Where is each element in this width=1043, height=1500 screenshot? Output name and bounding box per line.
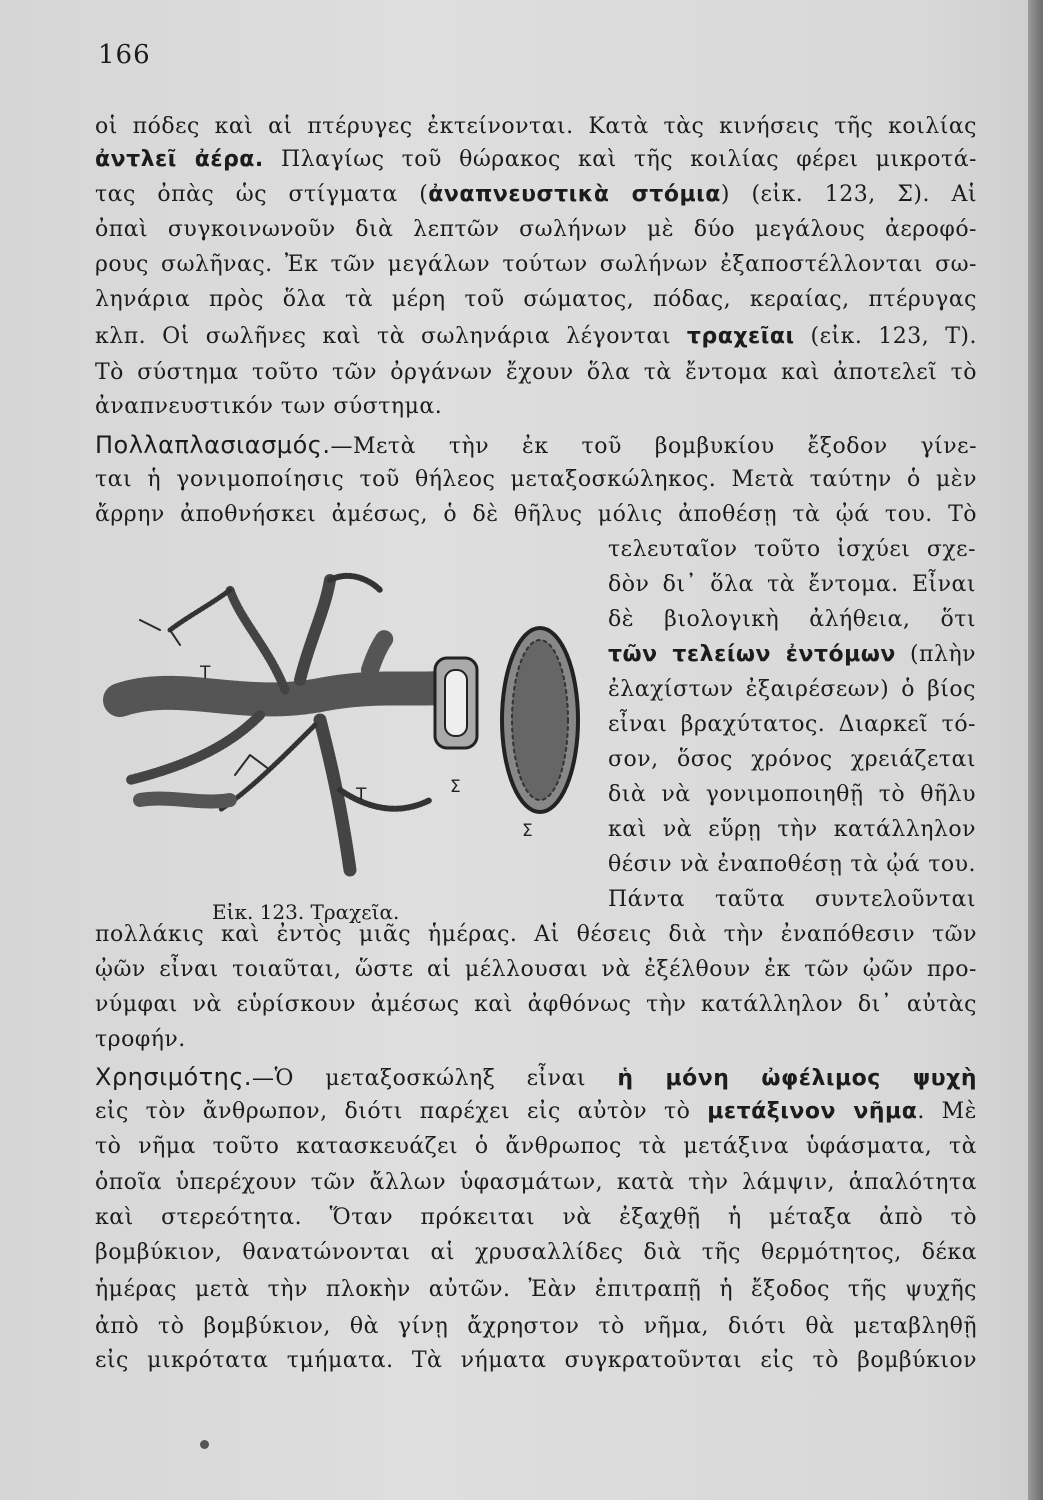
text-line: πολλάκις καὶ ἐντὸς μιᾶς ἡμέρας. Αἱ θέσεις διὰ τὴν ἐναπόθεσιν τῶν [95,922,977,947]
text-line: ἐλαχίστων ἐξαιρέσεων) ὁ βίος [608,677,976,702]
text-line: ται ἡ γονιμοποίησις τοῦ θήλεος μεταξοσκώληκος. Μετὰ ταύτην ὁ μὲν [95,467,977,492]
text-line: εἰς μικρότατα τμήματα. Τὰ νήματα συγκρατοῦνται εἰς τὸ βομβύκιον [95,1348,977,1373]
text-line: δὸν δι᾽ ὅλα τὰ ἔντομα. Εἶναι [608,572,976,597]
figure-caption: Εἰκ. 123. Τραχεῖα. [212,900,400,924]
label-t-1: Τ [200,663,211,683]
text-line: διὰ νὰ γονιμοποιηθῇ τὸ θῆλυ [608,782,976,807]
text-line: οἱ πόδες καὶ αἱ πτέρυγες ἐκτείνονται. Κατὰ τὰς κινήσεις τῆς κοιλίας [95,114,977,139]
text-line: νύμφαι νὰ εὑρίσκουν ἀμέσως καὶ ἀφθόνως τὴν κατάλληλον δι᾽ αὐτὰς [95,992,977,1017]
text-line: καὶ στερεότητα. Ὅταν πρόκειται νὰ ἐξαχθῇ ἡ μέταξα ἀπὸ τὸ [95,1205,977,1230]
text-line: δὲ βιολογικὴ ἀλήθεια, ὅτι [608,607,976,632]
page-number: 166 [98,40,151,70]
text-line: ἀπὸ τὸ βομβύκιον, θὰ γίνῃ ἄχρηστον τὸ νῆμα, διότι θὰ μεταβληθῇ [95,1314,977,1339]
text-line: ρους σωλῆνας. Ἐκ τῶν μεγάλων τούτων σωλήνων ἐξαποστέλλονται σω- [95,252,977,277]
text-line: τὸ νῆμα τοῦτο κατασκευάζει ὁ ἄνθρωπος τὰ μετάξινα ὑφάσματα, τὰ [95,1134,977,1159]
text-line: κλπ. Οἱ σωλῆνες καὶ τὰ σωληνάρια λέγονται τραχεῖαι (εἰκ. 123, Τ). [95,324,977,349]
text-line: τελευταῖον τοῦτο ἰσχύει σχε- [608,537,976,562]
text-line: ἀναπνευστικόν των σύστημα. [95,394,443,419]
text-line: εἶναι βραχύτατος. Διαρκεῖ τό- [608,712,976,737]
text-line: Τὸ σύστημα τοῦτο τῶν ὀργάνων ἔχουν ὅλα τὰ ἔντομα καὶ ἀποτελεῖ τὸ [95,360,977,385]
text-line: Χρησιμότης.—Ὁ μεταξοσκώληξ εἶναι ἡ μόνη ὠφέλιμος ψυχὴ [95,1063,977,1091]
trachea-illustration [100,560,590,930]
page-edge [1028,0,1043,1500]
text-line: βομβύκιον, θανατώνονται αἱ χρυσαλλίδες διὰ τῆς θερμότητος, δέκα [95,1240,977,1265]
text-line: ᾠῶν εἶναι τοιαῦται, ὥστε αἱ μέλλουσαι νὰ ἐξέλθουν ἐκ τῶν ᾠῶν προ- [95,957,977,982]
label-t-2: Τ [356,785,367,805]
text-line: τροφήν. [95,1027,186,1052]
text-line: ἄρρην ἀποθνήσκει ἀμέσως, ὁ δὲ θῆλυς μόλις ἀποθέσῃ τὰ ᾠά του. Τὸ [95,502,977,527]
text-line: ἀντλεῖ ἀέρα. Πλαγίως τοῦ θώρακος καὶ τῆς κοιλίας φέρει μικροτά- [95,147,977,172]
text-line: καὶ νὰ εὕρῃ τὴν κατάλληλον [608,817,976,842]
text-line: εἰς τὸν ἄνθρωπον, διότι παρέχει εἰς αὐτὸν τὸ μετάξινον νῆμα. Μὲ [95,1099,977,1124]
text-line: θέσιν νὰ ἐναποθέσῃ τὰ ᾠά του. [608,852,976,877]
ink-spot [200,1440,209,1449]
text-line: Πολλαπλασιασμός.—Μετὰ τὴν ἐκ τοῦ βομβυκίου ἔξοδον γίνε- [95,431,977,459]
text-line: ὁποῖα ὑπερέχουν τῶν ἄλλων ὑφασμάτων, κατὰ τὴν λάμψιν, ἁπαλότητα [95,1170,977,1195]
text-line: ληνάρια πρὸς ὅλα τὰ μέρη τοῦ σώματος, πόδας, κεραίας, πτέρυγας [95,287,977,312]
text-line: τας ὀπὰς ὡς στίγματα (ἀναπνευστικὰ στόμια) (εἰκ. 123, Σ). Αἱ [95,182,977,207]
text-line: ὀπαὶ συγκοινωνοῦν διὰ λεπτῶν σωλήνων μὲ δύο μεγάλους ἀεροφό- [95,217,977,242]
label-s-2: Σ [522,821,533,841]
text-line: τῶν τελείων ἐντόμων (πλὴν [608,642,976,667]
text-line: σον, ὅσος χρόνος χρειάζεται [608,747,976,772]
label-s-1: Σ [450,777,461,797]
figure-tracheae [100,560,590,930]
text-line: ἡμέρας μετὰ τὴν πλοκὴν αὐτῶν. Ἐὰν ἐπιτραπῇ ἡ ἔξοδος τῆς ψυχῆς [95,1277,977,1302]
text-line: Πάντα ταῦτα συντελοῦνται [608,887,976,912]
